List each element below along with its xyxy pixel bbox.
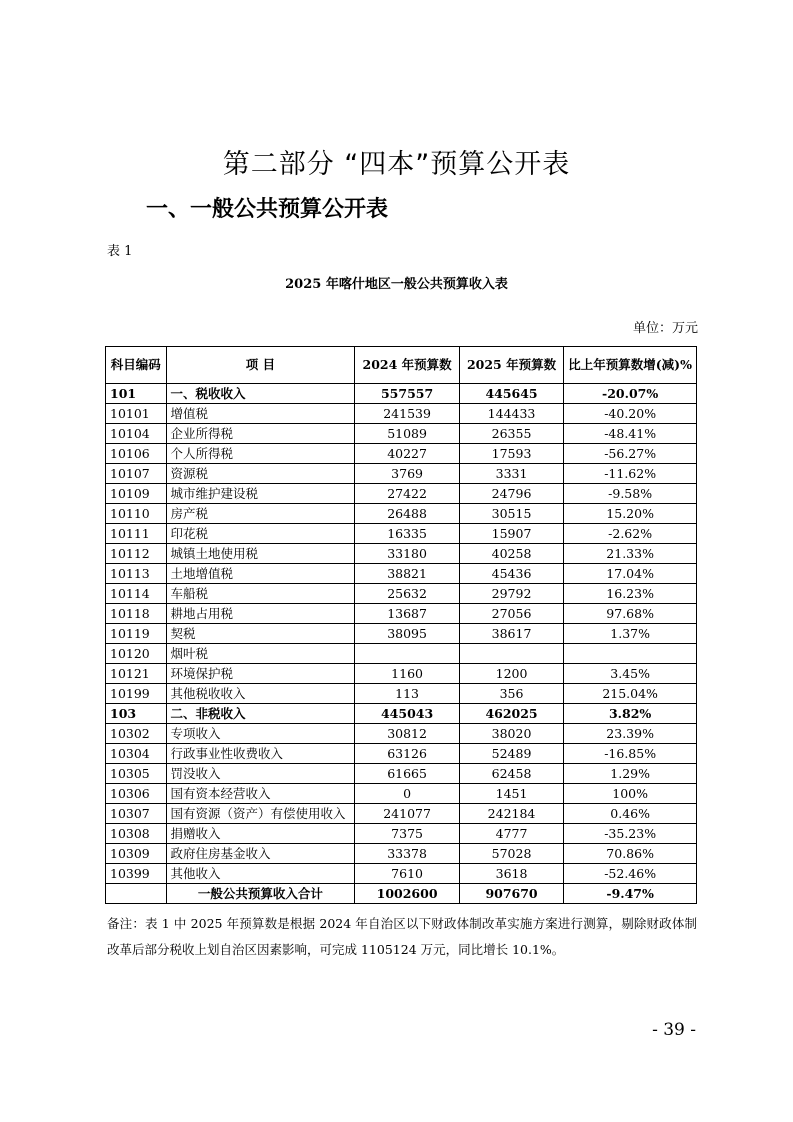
table-row (106, 664, 697, 684)
table-header-row (106, 347, 697, 384)
cell-2025: 356 (459, 684, 563, 704)
cell-2024: 40227 (355, 444, 459, 464)
cell-2024: 7375 (355, 824, 459, 844)
cell-item: 个人所得税 (166, 444, 355, 464)
cell-code: 10307 (106, 804, 167, 824)
cell-change: 3.82% (564, 704, 697, 724)
cell-item: 耕地占用税 (166, 604, 355, 624)
cell-change: -48.41% (564, 424, 697, 444)
cell-2024: 26488 (355, 504, 459, 524)
header-code: 科目编码 (106, 347, 167, 384)
cell-2025: 57028 (459, 844, 563, 864)
table-row (106, 784, 697, 804)
cell-2024: 241539 (355, 404, 459, 424)
cell-item: 资源税 (166, 464, 355, 484)
cell-change: -9.58% (564, 484, 697, 504)
cell-item: 烟叶税 (166, 644, 355, 664)
cell-change: -2.62% (564, 524, 697, 544)
cell-code: 10199 (106, 684, 167, 704)
cell-2024: 33378 (355, 844, 459, 864)
table-row (106, 824, 697, 844)
cell-item: 车船税 (166, 584, 355, 604)
cell-2025: 17593 (459, 444, 563, 464)
cell-change: 0.46% (564, 804, 697, 824)
cell-2024: 33180 (355, 544, 459, 564)
table-row (106, 624, 697, 644)
cell-2025: 3618 (459, 864, 563, 884)
cell-change: -16.85% (564, 744, 697, 764)
cell-2024: 27422 (355, 484, 459, 504)
table-row (106, 584, 697, 604)
cell-change: -56.27% (564, 444, 697, 464)
cell-item: 企业所得税 (166, 424, 355, 444)
cell-2024 (355, 644, 459, 664)
unit-label: 单位：万元 (632, 321, 698, 336)
cell-code: 10109 (106, 484, 167, 504)
footnote: 备注：表 1 中 2025 年预算数是根据 2024 年自治区以下财政体制改革实施方案进行测算，剔除财政体制改革后部分税收上划自治区因素影响，可完成 1105124 万元，同比增长 10.1%。 (107, 916, 697, 957)
cell-2025: 4777 (459, 824, 563, 844)
cell-2024: 241077 (355, 804, 459, 824)
cell-code: 10308 (106, 824, 167, 844)
cell-2024: 7610 (355, 864, 459, 884)
cell-change: -40.20% (564, 404, 697, 424)
cell-item: 罚没收入 (166, 764, 355, 784)
cell-2025: 45436 (459, 564, 563, 584)
cell-change: 23.39% (564, 724, 697, 744)
header-change: 比上年预算数增(减)% (564, 347, 697, 384)
cell-item: 专项收入 (166, 724, 355, 744)
cell-2025: 24796 (459, 484, 563, 504)
cell-2025: 30515 (459, 504, 563, 524)
cell-code: 10309 (106, 844, 167, 864)
cell-2025: 38617 (459, 624, 563, 644)
cell-2024: 38095 (355, 624, 459, 644)
table-number: 表 1 (107, 244, 133, 259)
table-row (106, 844, 697, 864)
cell-2024: 16335 (355, 524, 459, 544)
header-item: 项 目 (166, 347, 355, 384)
cell-change: -9.47% (564, 884, 697, 904)
cell-item: 契税 (166, 624, 355, 644)
table-title: 2025 年喀什地区一般公共预算收入表 (285, 277, 508, 292)
cell-change: 15.20% (564, 504, 697, 524)
cell-change: 1.29% (564, 764, 697, 784)
table-row (106, 724, 697, 744)
cell-item: 增值税 (166, 404, 355, 424)
cell-item: 印花税 (166, 524, 355, 544)
cell-2025: 445645 (459, 384, 563, 404)
cell-code: 10399 (106, 864, 167, 884)
cell-2025: 52489 (459, 744, 563, 764)
cell-2025: 242184 (459, 804, 563, 824)
cell-2024: 557557 (355, 384, 459, 404)
cell-change: 1.37% (564, 624, 697, 644)
cell-item: 一般公共预算收入合计 (166, 884, 355, 904)
cell-change: 215.04% (564, 684, 697, 704)
table-row (106, 564, 697, 584)
cell-code (106, 884, 167, 904)
cell-item: 行政事业性收费收入 (166, 744, 355, 764)
cell-2025: 26355 (459, 424, 563, 444)
cell-code: 10120 (106, 644, 167, 664)
table-row (106, 884, 697, 904)
header-2025: 2025 年预算数 (459, 347, 563, 384)
cell-item: 其他收入 (166, 864, 355, 884)
table-row (106, 804, 697, 824)
cell-item: 二、非税收入 (166, 704, 355, 724)
cell-2025: 3331 (459, 464, 563, 484)
cell-code: 10112 (106, 544, 167, 564)
cell-2024: 30812 (355, 724, 459, 744)
cell-code: 10304 (106, 744, 167, 764)
cell-code: 10111 (106, 524, 167, 544)
table-body (106, 384, 697, 904)
cell-2025: 62458 (459, 764, 563, 784)
cell-2025: 907670 (459, 884, 563, 904)
cell-item: 环境保护税 (166, 664, 355, 684)
cell-item: 捐赠收入 (166, 824, 355, 844)
table-row (106, 384, 697, 404)
table-row (106, 764, 697, 784)
cell-item: 房产税 (166, 504, 355, 524)
cell-change: 21.33% (564, 544, 697, 564)
cell-code: 10114 (106, 584, 167, 604)
cell-change: -52.46% (564, 864, 697, 884)
cell-2024: 25632 (355, 584, 459, 604)
cell-code: 10305 (106, 764, 167, 784)
cell-change: -11.62% (564, 464, 697, 484)
cell-item: 国有资本经营收入 (166, 784, 355, 804)
table-row (106, 864, 697, 884)
cell-item: 城镇土地使用税 (166, 544, 355, 564)
table-row (106, 464, 697, 484)
cell-code: 10302 (106, 724, 167, 744)
cell-2024: 51089 (355, 424, 459, 444)
cell-code: 103 (106, 704, 167, 724)
cell-code: 10106 (106, 444, 167, 464)
cell-change: -20.07% (564, 384, 697, 404)
cell-code: 10121 (106, 664, 167, 684)
header-2024: 2024 年预算数 (355, 347, 459, 384)
table-row (106, 704, 697, 724)
cell-2024: 38821 (355, 564, 459, 584)
cell-code: 10107 (106, 464, 167, 484)
cell-item: 政府住房基金收入 (166, 844, 355, 864)
cell-2025: 15907 (459, 524, 563, 544)
cell-item: 土地增值税 (166, 564, 355, 584)
cell-code: 101 (106, 384, 167, 404)
part-title: 第二部分 “四本”预算公开表 (222, 149, 571, 180)
table-row (106, 424, 697, 444)
cell-2024: 61665 (355, 764, 459, 784)
cell-item: 城市维护建设税 (166, 484, 355, 504)
table-row (106, 404, 697, 424)
cell-2025: 1200 (459, 664, 563, 684)
cell-code: 10306 (106, 784, 167, 804)
cell-2024: 445043 (355, 704, 459, 724)
cell-code: 10119 (106, 624, 167, 644)
page-number: - 39 - (652, 1020, 696, 1040)
table-row (106, 504, 697, 524)
cell-2025: 38020 (459, 724, 563, 744)
cell-2025: 462025 (459, 704, 563, 724)
cell-change: 17.04% (564, 564, 697, 584)
cell-2025: 27056 (459, 604, 563, 624)
cell-code: 10101 (106, 404, 167, 424)
cell-change: 70.86% (564, 844, 697, 864)
cell-item: 其他税收收入 (166, 684, 355, 704)
table-row (106, 444, 697, 464)
cell-2024: 1160 (355, 664, 459, 684)
table-row (106, 544, 697, 564)
budget-revenue-table (105, 346, 697, 904)
cell-2025: 144433 (459, 404, 563, 424)
cell-2025: 29792 (459, 584, 563, 604)
cell-code: 10113 (106, 564, 167, 584)
cell-change: 97.68% (564, 604, 697, 624)
cell-2024: 3769 (355, 464, 459, 484)
cell-item: 一、税收收入 (166, 384, 355, 404)
cell-change: 16.23% (564, 584, 697, 604)
table-row (106, 524, 697, 544)
table-row (106, 744, 697, 764)
cell-change (564, 644, 697, 664)
table-row (106, 684, 697, 704)
cell-code: 10104 (106, 424, 167, 444)
table-row (106, 604, 697, 624)
cell-item: 国有资源（资产）有偿使用收入 (166, 804, 355, 824)
cell-2024: 1002600 (355, 884, 459, 904)
cell-2025: 40258 (459, 544, 563, 564)
cell-code: 10118 (106, 604, 167, 624)
cell-change: 3.45% (564, 664, 697, 684)
cell-2025: 1451 (459, 784, 563, 804)
cell-change: -35.23% (564, 824, 697, 844)
cell-2024: 63126 (355, 744, 459, 764)
cell-code: 10110 (106, 504, 167, 524)
section-title: 一、一般公共预算公开表 (146, 197, 389, 222)
cell-2025 (459, 644, 563, 664)
table-row (106, 484, 697, 504)
cell-change: 100% (564, 784, 697, 804)
cell-2024: 13687 (355, 604, 459, 624)
cell-2024: 113 (355, 684, 459, 704)
table-row (106, 644, 697, 664)
cell-2024: 0 (355, 784, 459, 804)
